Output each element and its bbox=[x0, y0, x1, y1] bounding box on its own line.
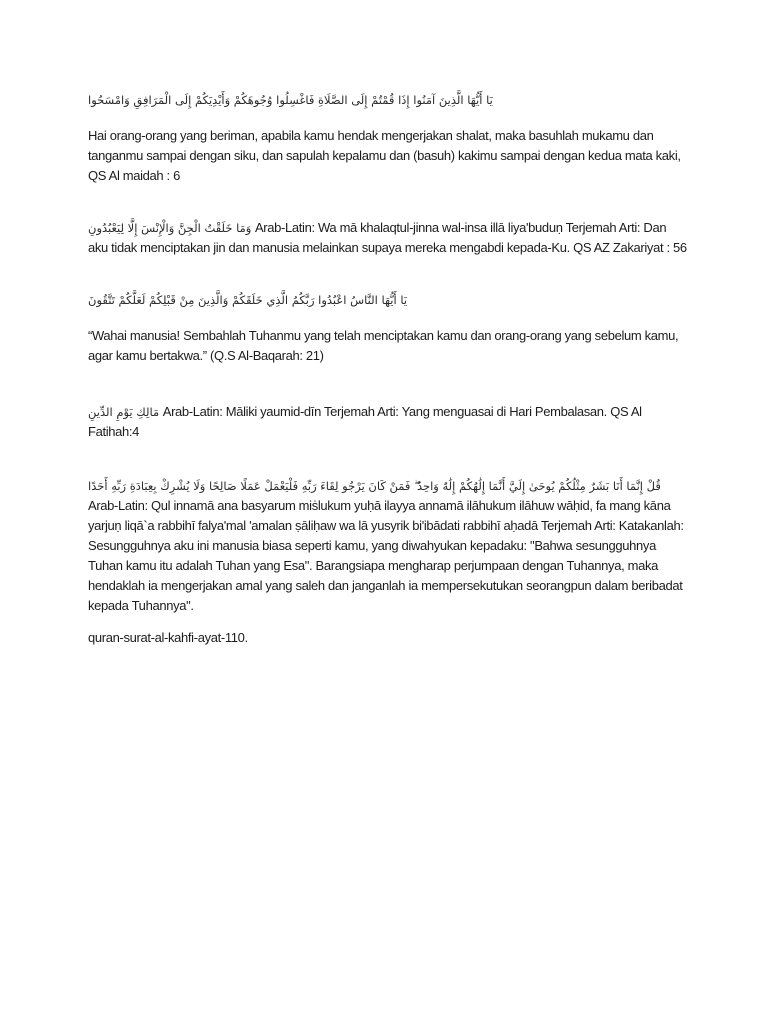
source-note: quran-surat-al-kahfi-ayat-110. bbox=[88, 630, 248, 645]
verse-block-az-zariyat bbox=[88, 218, 688, 258]
document-page bbox=[88, 88, 688, 648]
arabic-verse-text: يَا أَيُّهَا النَّاسُ اعْبُدُوا رَبَّكُمُ الَّذِي خَلَقَكُمْ وَالَّذِينَ مِنْ قَبْلِكُمْ لَعَلَّكُمْ تَتَّقُونَ bbox=[88, 293, 408, 307]
arabic-verse-al-kahfi: قُلْ إِنَّمَا أَنَا بَشَرٌ مِثْلُكُمْ يُوحَىٰ إِلَيَّ أَنَّمَا إِلَٰهُكُمْ إِلَٰهٌ وَاحِدٌ ۖ فَمَنْ كَانَ يَرْجُو لِقَاءَ رَبِّهِ فَلْيَعْمَلْ عَمَلًا صَالِحًا وَلَا يُشْرِكْ بِعِبَادَةِ رَبِّهِ أَحَدًا bbox=[88, 479, 661, 493]
arabic-verse-al-baqarah bbox=[88, 290, 688, 310]
arabic-verse-al-fatihah: مَالِكِ يَوْمِ الدِّينِ bbox=[88, 405, 160, 419]
verse-block-al-kahfi bbox=[88, 476, 688, 616]
translation-al-baqarah: “Wahai manusia! Sembahlah Tuhanmu yang telah menciptakan kamu dan orang-orang yang sebelum kamu, agar kamu bertakwa.” (Q.S Al-Baqarah: 21) bbox=[88, 328, 679, 363]
verse-block-al-fatihah bbox=[88, 402, 688, 442]
latin-and-translation-al-fatihah: Arab-Latin: Māliki yaumid-dīn Terjemah Arti: Yang menguasai di Hari Pembalasan. QS Al Fatihah:4 bbox=[88, 404, 642, 439]
arabic-verse-text: يَا أَيُّهَا الَّذِينَ آمَنُوا إِذَا قُمْتُمْ إِلَى الصَّلَاةِ فَاغْسِلُوا وُجُوهَكُمْ وَأَيْدِيَكُمْ إِلَى الْمَرَافِقِ وَامْسَحُوا bbox=[88, 93, 493, 107]
translation-al-maidah: Hai orang-orang yang beriman, apabila kamu hendak mengerjakan shalat, maka basuhlah mukamu dan tanganmu sampai dengan siku, dan sapulah kepalamu dan (basuh) kakimu sampai dengan kedua mata kaki, QS Al maidah : 6 bbox=[88, 128, 681, 183]
arabic-verse-al-maidah bbox=[88, 90, 688, 110]
latin-and-translation-az-zariyat: Arab-Latin: Wa mā khalaqtul-jinna wal-insa illā liya'buduṇ Terjemah Arti: Dan aku tidak menciptakan jin dan manusia melainkan supaya mereka mengabdi kepada-Ku. QS AZ Zakariyat : 56 bbox=[88, 220, 687, 255]
latin-and-translation-al-kahfi: Arab-Latin: Qul innamā ana basyarum miṡlukum yuḥā ilayya annamā ilāhukum ilāhuw wāḥid, fa mang kāna yarjuṇ liqā`a rabbihī falya'mal 'amalan ṣāliḥaw wa lā yusyrik bi'ibādati rabbihī aḥadā Terjemah Arti: Katakanlah: Sesungguhnya aku ini manusia biasa seperti kamu, yang diwahyukan kepadaku: "Bahwa sesungguhnya Tuhan kamu itu adalah Tuhan yang Esa". Barangsiapa mengharap perjumpaan dengan Tuhannya, maka hendaklah ia mengerjakan amal yang saleh dan janganlah ia mempersekutukan seorangpun dalam beribadat kepada Tuhannya". bbox=[88, 498, 684, 613]
arabic-verse-az-zariyat: وَمَا خَلَقْتُ الْجِنَّ وَالْإِنْسَ إِلَّا لِيَعْبُدُونِ bbox=[88, 221, 252, 235]
